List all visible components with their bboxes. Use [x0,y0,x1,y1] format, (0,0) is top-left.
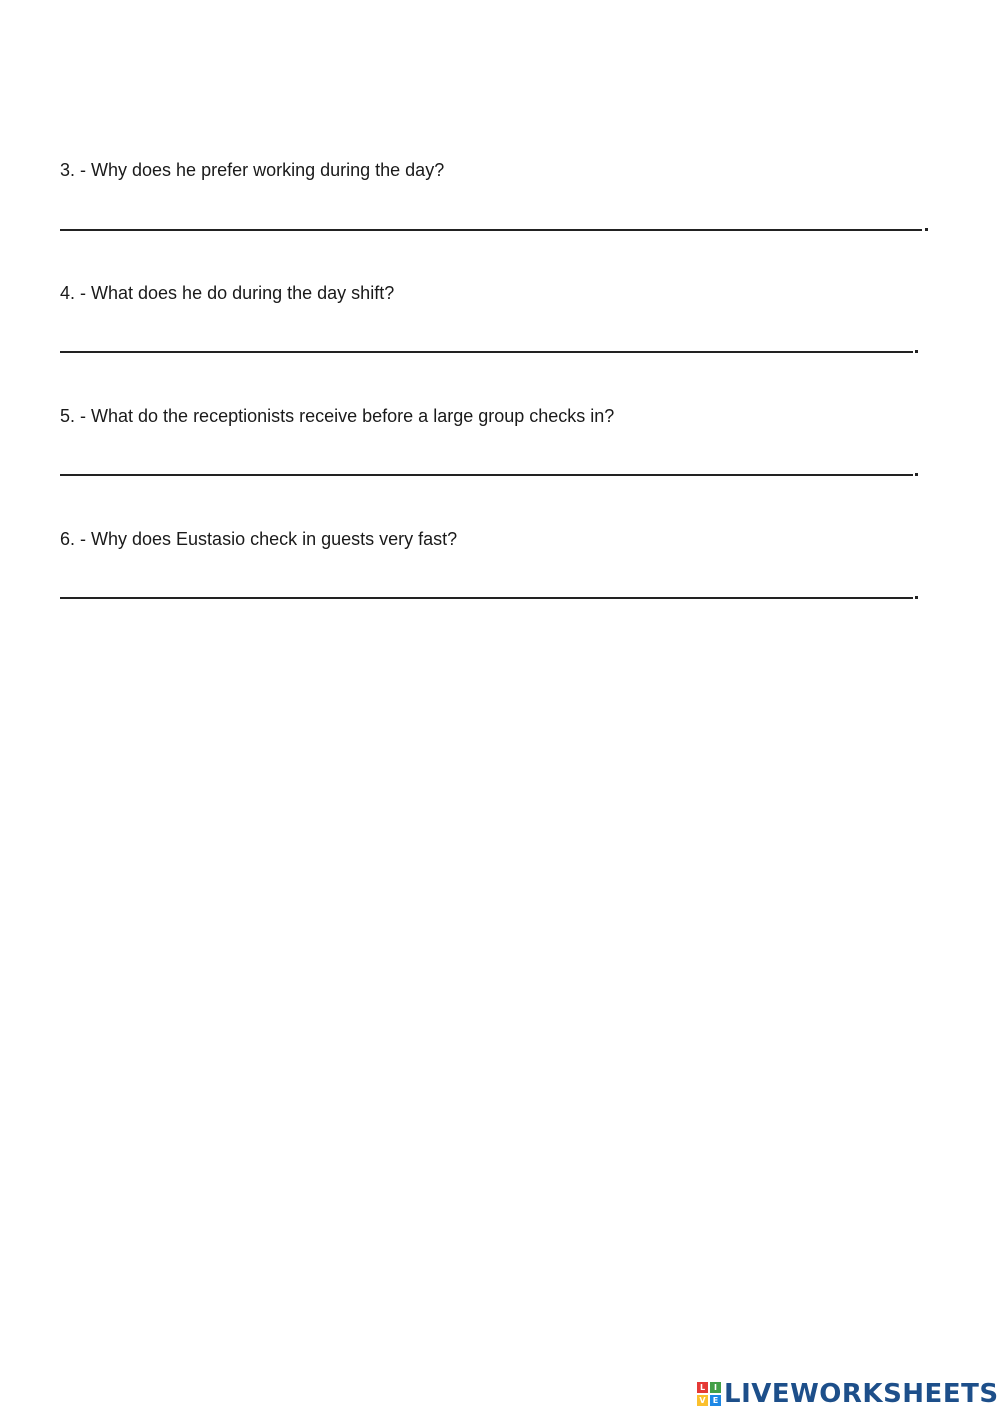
question-5: 5. - What do the receptionists receive before a large group checks in? [60,406,615,426]
question-6: 6. - Why does Eustasio check in guests very fast? [60,529,458,549]
logo-tile-v: V [697,1395,708,1406]
logo-tiles-icon [697,1382,721,1406]
question-3: 3. - Why does he prefer working during the day? [60,160,445,180]
logo-tile-i: I [710,1382,721,1393]
liveworksheets-logo [697,1378,999,1410]
answer-line-6-period [915,596,918,599]
answer-line-4-period [915,350,918,353]
answer-line-4[interactable] [60,351,913,353]
answer-line-5-period [915,473,918,476]
answer-line-3-period [925,228,928,231]
answer-line-3[interactable] [60,229,922,231]
question-4: 4. - What does he do during the day shift? [60,283,395,303]
logo-wordmark: LIVEWORKSHEETS [724,1379,999,1409]
answer-line-6[interactable] [60,597,913,599]
logo-tile-l: L [697,1382,708,1393]
logo-tile-e: E [710,1395,721,1406]
answer-line-5[interactable] [60,474,913,476]
